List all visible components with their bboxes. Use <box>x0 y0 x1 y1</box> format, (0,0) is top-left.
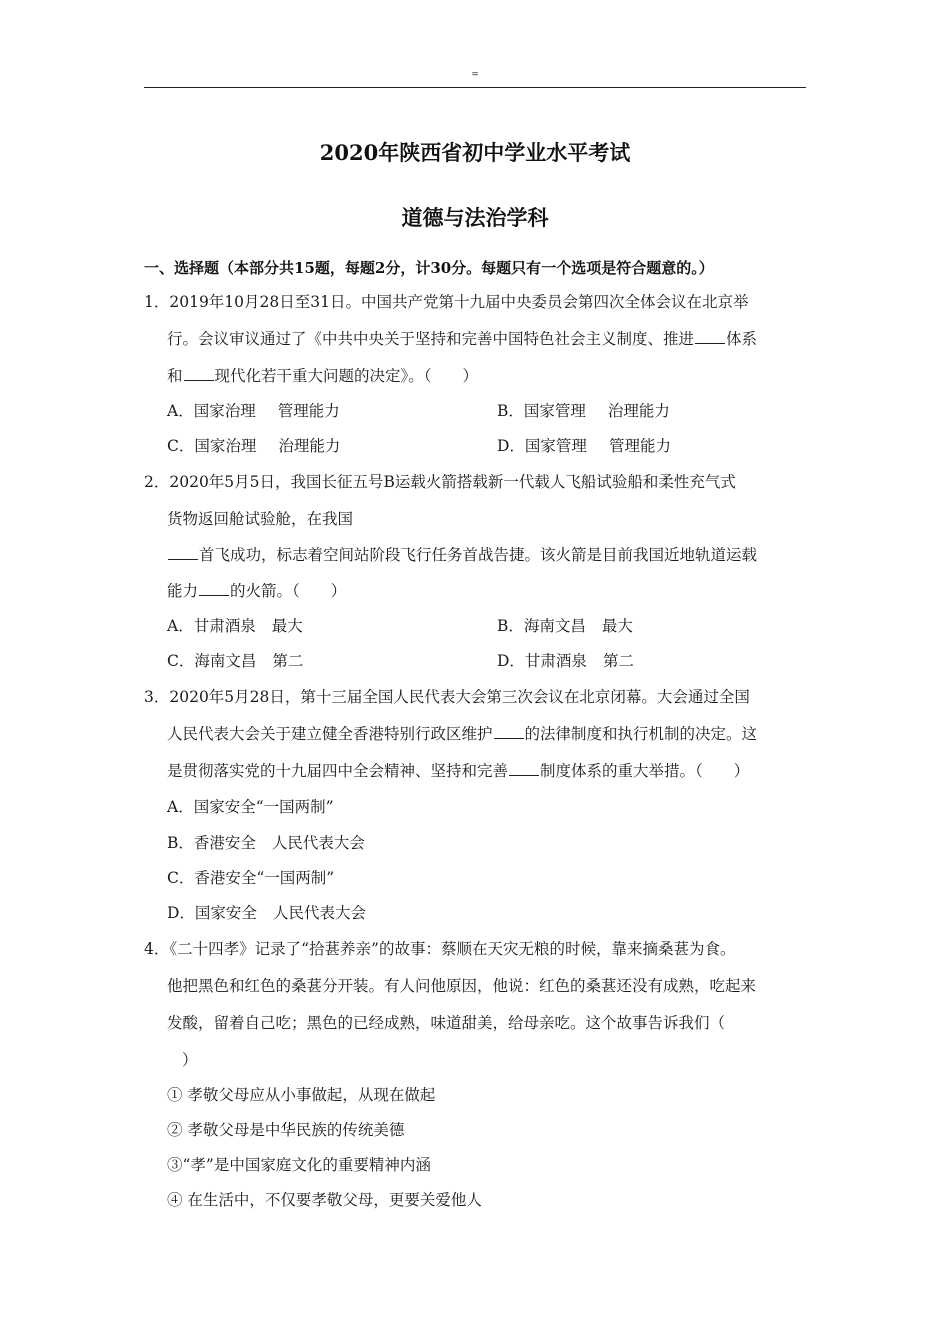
answer-blank <box>695 342 725 344</box>
page-title: 2020年陕西省初中学业水平考试 <box>319 140 631 165</box>
q2-option-b[interactable]: B．海南文昌 最大 <box>497 617 633 635</box>
section-heading: 一、选择题（本部分共15题，每题2分，计30分。每题只有一个选项是符合题意的。） <box>144 259 714 277</box>
q4-statement-1: ① 孝敬父母应从小事做起，从现在做起 <box>167 1086 436 1104</box>
q2-option-c[interactable]: C．海南文昌 第二 <box>167 652 304 670</box>
q1-option-b[interactable]: B．国家管理 治理能力 <box>497 402 670 420</box>
q4-statement-3: ③“孝”是中国家庭文化的重要精神内涵 <box>167 1156 431 1174</box>
q1-line-3: 和 现代化若干重大问题的决定》。（ ） <box>167 367 479 385</box>
q2-option-a[interactable]: A．甘肃酒泉 最大 <box>167 617 303 635</box>
answer-blank <box>494 737 524 739</box>
q1-option-a[interactable]: A．国家治理 管理能力 <box>167 402 340 420</box>
q1-line-1: 1．2019年10月28日至31日。中国共产党第十九届中央委员会第四次全体会议在北京举 <box>144 293 749 311</box>
q3-line-2: 人民代表大会关于建立健全香港特别行政区维护 的法律制度和执行机制的决定。这 <box>167 725 758 743</box>
q3-line-3: 是贯彻落实党的十九届四中全会精神、坚持和完善 制度体系的重大举措。（ ） <box>167 762 750 780</box>
answer-blank <box>168 558 198 560</box>
q4-statement-4: ④ 在生活中，不仅要孝敬父母，更要关爱他人 <box>167 1191 482 1209</box>
q4-line-3: 发酸，留着自己吃；黑色的已经成熟，味道甜美，给母亲吃。这个故事告诉我们（ <box>167 1014 726 1032</box>
q1-option-c[interactable]: C．国家治理 治理能力 <box>167 437 341 455</box>
header-mark: = <box>471 70 479 80</box>
answer-blank <box>509 774 539 776</box>
header-rule <box>144 87 806 88</box>
q3-option-c[interactable]: C．香港安全“一国两制” <box>167 869 335 887</box>
q3-option-d[interactable]: D．国家安全 人民代表大会 <box>167 904 366 922</box>
answer-blank <box>184 379 214 381</box>
q4-statement-2: ② 孝敬父母是中华民族的传统美德 <box>167 1121 405 1139</box>
q2-line-4: 能力 的火箭。（ ） <box>167 582 347 600</box>
answer-blank <box>199 594 229 596</box>
page-subtitle: 道德与法治学科 <box>401 205 549 230</box>
q2-line-3: 首飞成功，标志着空间站阶段飞行任务首战告捷。该火箭是目前我国近地轨道运载 <box>167 543 757 565</box>
q3-option-b[interactable]: B．香港安全 人民代表大会 <box>167 834 365 852</box>
q2-line-2: 货物返回舱试验舱，在我国 <box>167 510 354 528</box>
q4-line-1: 4．《二十四孝》记录了“拾葚养亲”的故事：蔡顺在天灾无粮的时候，靠来摘桑葚为食。 <box>144 940 736 958</box>
q1-option-d[interactable]: D．国家管理 管理能力 <box>497 437 671 455</box>
q3-line-1: 3．2020年5月28日，第十三届全国人民代表大会第三次会议在北京闭幕。大会通过全国 <box>144 688 750 706</box>
q2-line-1: 2．2020年5月5日，我国长征五号B运载火箭搭载新一代载人飞船试验船和柔性充气式 <box>144 473 736 491</box>
q4-line-4: ） <box>182 1051 198 1069</box>
q4-line-2: 他把黑色和红色的桑葚分开装。有人问他原因，他说：红色的桑葚还没有成熟，吃起来 <box>167 977 757 995</box>
q1-line-2: 行。会议审议通过了《中共中央关于坚持和完善中国特色社会主义制度、推进 体系 <box>167 330 758 348</box>
q2-option-d[interactable]: D．甘肃酒泉 第二 <box>497 652 634 670</box>
q3-option-a[interactable]: A．国家安全“一国两制” <box>167 798 334 816</box>
